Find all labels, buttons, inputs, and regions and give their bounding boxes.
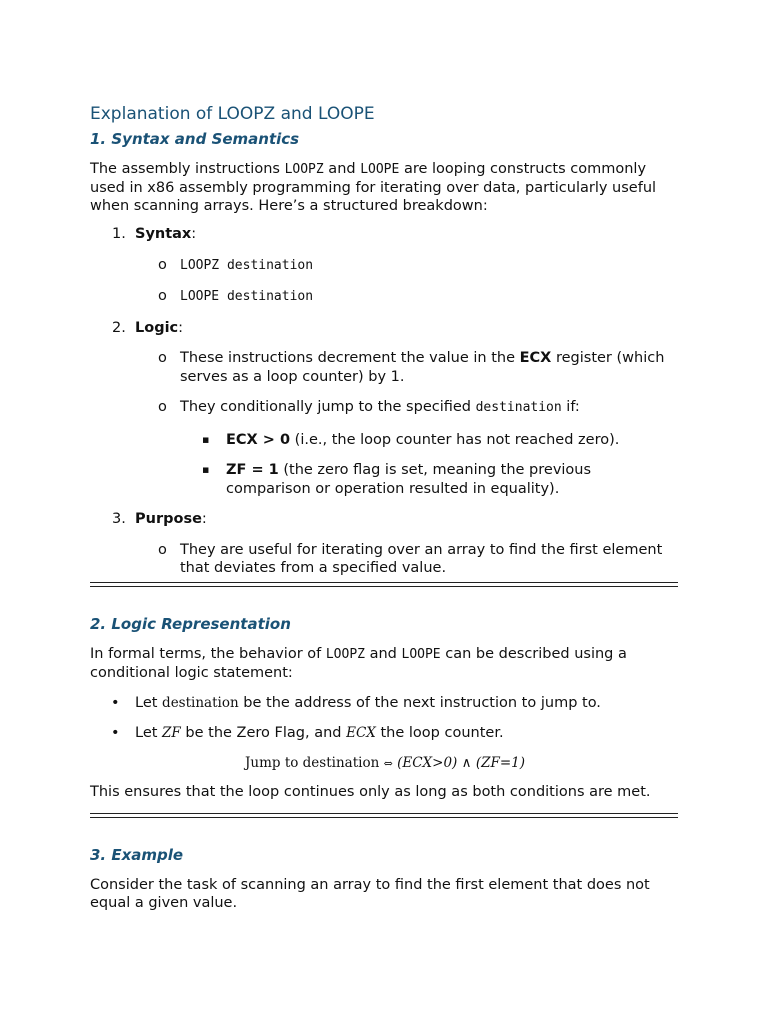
bullet-text: Let — [135, 694, 163, 711]
colon: : — [201, 511, 207, 527]
inline-code: LOOPZ — [284, 162, 324, 177]
sub-bullet: o — [158, 541, 167, 558]
section-heading-logic: 2. Logic Representation — [90, 614, 291, 633]
condition-text: (the zero flag is set, meaning the previous comparison or operation resulted in equality). — [226, 462, 592, 497]
list-item-purpose — [90, 510, 680, 529]
formula-condition-ecx: (ECX>0) — [397, 754, 458, 771]
inline-code: LOOPZ — [325, 646, 365, 662]
section-1-intro — [90, 160, 680, 215]
section-heading-syntax: 1. Syntax and Semantics — [90, 130, 300, 148]
sub-item — [90, 256, 680, 276]
sub-item-text: They conditionally jump to the specified — [180, 399, 476, 415]
section-2-outro: This ensures that the loop continues only as long as both conditions are met. — [90, 783, 651, 800]
bullet-text: Let — [135, 725, 163, 741]
condition-item — [90, 431, 680, 450]
sub-item-text: These instructions decrement the value in the — [180, 350, 520, 366]
list-item-syntax — [90, 225, 680, 244]
logic-formula — [90, 755, 680, 771]
bullet-item — [90, 694, 680, 713]
sub-item-text: register (which serves as a loop counter) by 1. — [180, 350, 665, 385]
condition-bold: ZF = 1 — [226, 462, 279, 478]
bullet-text: be the Zero Flag, and — [180, 725, 347, 741]
intro-text: The assembly instructions — [90, 161, 285, 177]
section-2-intro — [90, 645, 680, 682]
sub-bullet: o — [158, 350, 167, 366]
sub-item-text: if: — [561, 399, 580, 415]
bullet-text: the loop counter. — [375, 725, 504, 741]
sub-item — [90, 541, 680, 578]
math-variable: ECX — [346, 725, 376, 741]
document-content — [90, 102, 680, 912]
code-text: LOOPZ destination — [180, 257, 314, 273]
bullet-item — [90, 724, 680, 743]
intro-text: In formal terms, the behavior of — [90, 645, 326, 662]
inline-code: LOOPE — [401, 646, 441, 662]
list-item-logic — [90, 319, 680, 338]
colon: : — [191, 226, 197, 242]
section-divider — [90, 813, 678, 818]
sub-item — [90, 398, 680, 418]
document-title: Explanation of LOOPZ and LOOPE — [90, 104, 375, 124]
sub-bullet: o — [158, 399, 167, 415]
sub-item-text: They are useful for iterating over an array to find the first element that deviates from a specified value. — [180, 541, 663, 576]
sub-item — [90, 349, 680, 386]
section-heading-example: 3. Example — [90, 845, 184, 864]
list-number: 3. — [112, 511, 126, 527]
list-item-label: Purpose — [135, 511, 202, 527]
intro-text: and — [323, 161, 361, 177]
sub-item — [90, 287, 680, 307]
formula-lhs: Jump to destination — [244, 754, 380, 771]
sub-bullet: o — [158, 288, 167, 304]
sub-bullet: o — [158, 256, 167, 273]
list-number: 2. — [112, 319, 126, 336]
list-number: 1. — [112, 226, 126, 242]
intro-text: are looping constructs commonly used in x86 assembly programming for iterating over data, particularly useful when scanning arrays. Here’s a structured breakdown: — [90, 161, 657, 214]
list-item-label: Logic — [135, 319, 179, 336]
condition-bold: ECX > 0 — [226, 431, 291, 448]
bullet-dot: • — [111, 694, 120, 711]
section-3-body: Consider the task of scanning an array to find the first element that does not equal a given value. — [90, 876, 650, 911]
inline-code: destination — [475, 400, 562, 415]
square-bullet: ▪ — [202, 463, 210, 476]
colon: : — [178, 319, 184, 336]
section-divider — [90, 582, 678, 587]
code-text: LOOPE destination — [180, 289, 314, 304]
condition-item — [90, 461, 680, 498]
condition-text: (i.e., the loop counter has not reached zero). — [290, 431, 620, 448]
inline-code: LOOPE — [360, 162, 400, 177]
list-item-label: Syntax — [135, 226, 192, 242]
math-variable: ZF — [162, 725, 181, 741]
bullet-dot: • — [111, 725, 120, 741]
iff-symbol: ⇔ — [383, 756, 393, 770]
and-symbol: ∧ — [461, 754, 472, 771]
bullet-text: be the address of the next instruction to jump to. — [238, 694, 601, 711]
math-variable: destination — [162, 694, 239, 711]
square-bullet: ▪ — [202, 432, 210, 446]
intro-text: can be described using a conditional logic statement: — [90, 645, 627, 681]
formula-condition-zf: (ZF=1) — [475, 754, 525, 771]
intro-text: and — [365, 645, 402, 662]
register-name: ECX — [519, 350, 552, 366]
